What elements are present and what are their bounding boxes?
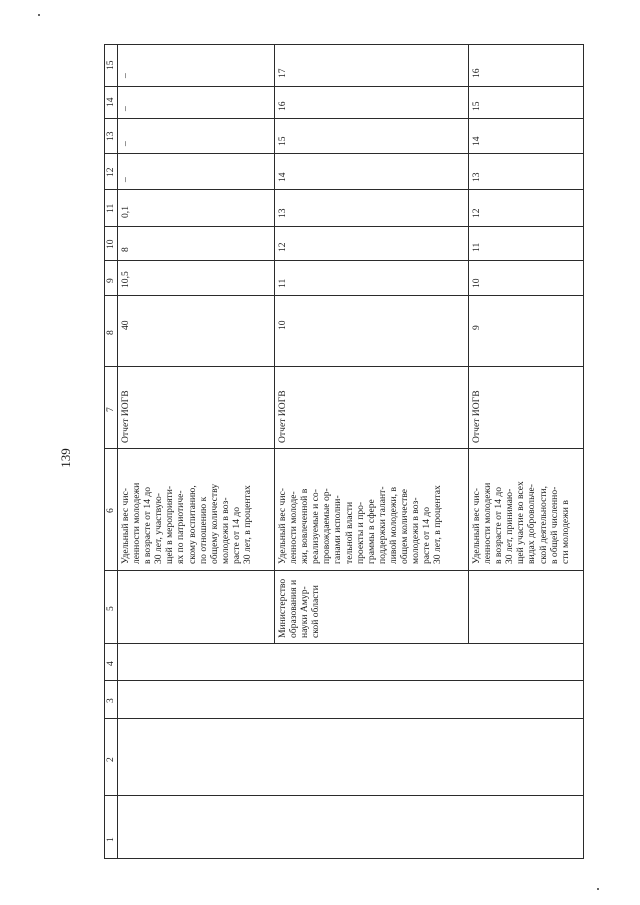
value-cell: – — [120, 73, 131, 78]
indicator-cell: Удельный вес чис- ленности молоде- жи, вовлеченной в реализуемые и со- провождаемые ор- ганами исполни- тельной власти проекты и про- граммы в сфере поддержки талант- ливой молодежи, в общем количестве молодежи в воз- расте от 14 до 30 лет, в процентах — [277, 485, 444, 564]
indicator-cell: Удельный вес чис- ленности молодежи в возрасте от 14 до 30 лет, принимаю- щей участие во всех видах добровольче- ской деятельности, в общей численно- сти молодежи в — [471, 481, 571, 564]
value-cell: 16 — [471, 68, 482, 78]
header-cell: 5 — [105, 606, 116, 611]
value-cell: – — [120, 106, 131, 111]
header-cell: 7 — [105, 407, 116, 412]
header-cell: 11 — [105, 203, 116, 213]
value-cell: 10 — [471, 278, 482, 288]
value-cell: – — [120, 177, 131, 182]
header-cell: 8 — [105, 330, 116, 335]
header-cell: 10 — [105, 239, 116, 249]
indicator-cell: Удельный вес чис- ленности молодежи в возрасте от 14 до 30 лет, участвую- щей в мероприяти- ях по патриотиче- скому воспитанию, по отношению к общему количеству молодежи в воз- расте от 14 до 30 лет, в процентах — [120, 482, 254, 564]
header-cell: 14 — [105, 97, 116, 107]
value-cell: 15 — [471, 101, 482, 111]
value-cell: 13 — [471, 172, 482, 182]
source-cell: Отчет ИОГВ — [277, 390, 288, 443]
source-cell: Отчет ИОГВ — [471, 390, 482, 443]
header-cell: 13 — [105, 131, 116, 141]
source-cell: Отчет ИОГВ — [120, 390, 131, 443]
value-cell: 16 — [277, 101, 288, 111]
value-cell: 10,5 — [120, 271, 131, 288]
header-cell: 12 — [105, 167, 116, 177]
value-cell: 17 — [277, 68, 288, 78]
value-cell: 14 — [277, 172, 288, 182]
value-cell: 12 — [471, 208, 482, 218]
scan-speck — [597, 888, 599, 890]
value-cell: 10 — [277, 320, 288, 330]
header-cell: 1 — [105, 837, 116, 842]
value-cell: – — [120, 141, 131, 146]
page-number: 139 — [58, 448, 73, 468]
value-cell: 0,1 — [120, 206, 131, 218]
responsible-cell: Министерство образования и науки Амур- ской области — [277, 578, 322, 638]
value-cell: 14 — [471, 136, 482, 146]
value-cell: 8 — [120, 247, 131, 252]
header-cell: 4 — [105, 661, 116, 666]
header-cell: 2 — [105, 757, 116, 762]
value-cell: 11 — [471, 242, 482, 252]
value-cell: 9 — [471, 325, 482, 330]
header-cell: 15 — [105, 60, 116, 70]
value-cell: 15 — [277, 136, 288, 146]
header-cell: 6 — [105, 508, 116, 513]
value-cell: 13 — [277, 208, 288, 218]
scan-speck — [38, 14, 40, 16]
header-cell: 3 — [105, 698, 116, 703]
value-cell: 40 — [120, 320, 131, 330]
header-cell: 9 — [105, 278, 116, 283]
value-cell: 11 — [277, 278, 288, 288]
value-cell: 12 — [277, 242, 288, 252]
